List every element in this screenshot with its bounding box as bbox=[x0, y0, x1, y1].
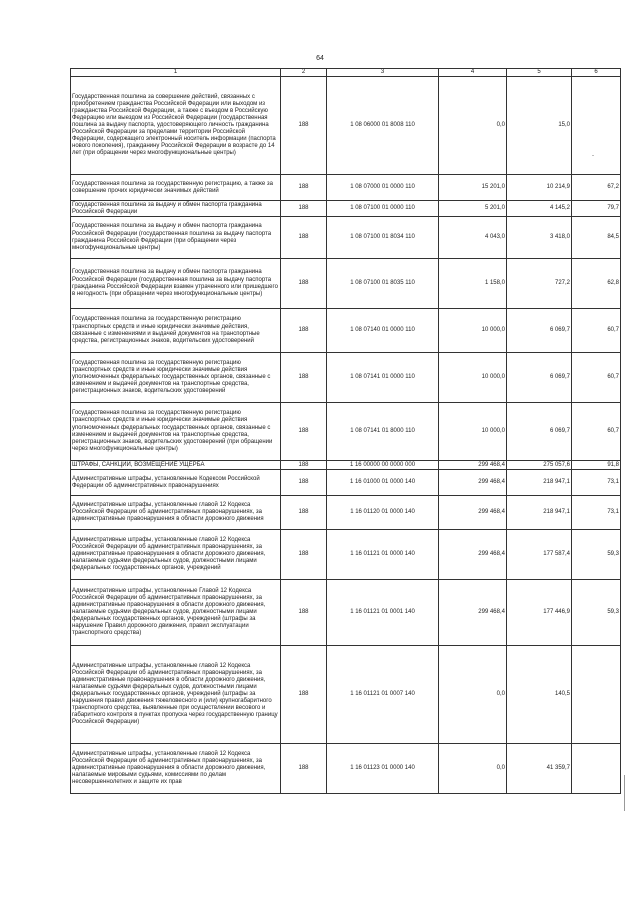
classification-code-cell: 1 08 07000 01 0000 110 bbox=[327, 175, 439, 201]
actual-value-cell: 140,5 bbox=[507, 646, 572, 744]
percent-cell: 73,1 bbox=[572, 496, 621, 530]
column-number-5: 5 bbox=[507, 69, 572, 77]
table-row bbox=[71, 461, 621, 470]
stray-dash-mark: - bbox=[592, 153, 594, 159]
table-row bbox=[71, 530, 621, 580]
admin-code-cell: 188 bbox=[281, 403, 327, 461]
plan-value-cell: 15 201,0 bbox=[439, 175, 507, 201]
actual-value-cell: 218 947,1 bbox=[507, 496, 572, 530]
plan-value-cell: 10 000,0 bbox=[439, 309, 507, 353]
revenue-name-cell: Административные штрафы, установленные главой 12 Кодекса Российской Федерации об административных правонарушениях, за административные правонарушения в области дорожного движения, налагаемые судьями федеральных судов, должностными лицами федеральных государственных органов, учреждений bbox=[71, 530, 281, 580]
revenue-name-cell: ШТРАФЫ, САНКЦИИ, ВОЗМЕЩЕНИЕ УЩЕРБА bbox=[71, 461, 281, 470]
table-row bbox=[71, 646, 621, 744]
table-row bbox=[71, 580, 621, 646]
plan-value-cell: 299 468,4 bbox=[439, 496, 507, 530]
classification-code-cell: 1 16 01121 01 0007 140 bbox=[327, 646, 439, 744]
classification-code-cell: 1 08 07100 01 8034 110 bbox=[327, 217, 439, 259]
actual-value-cell: 6 069,7 bbox=[507, 403, 572, 461]
table-row bbox=[71, 470, 621, 496]
revenue-name-cell: Административные штрафы, установленные Кодексом Российской Федерации об административных правонарушениях bbox=[71, 470, 281, 496]
percent-cell: 79,7 bbox=[572, 201, 621, 217]
actual-value-cell: 177 587,4 bbox=[507, 530, 572, 580]
classification-code-cell: 1 08 07141 01 8000 110 bbox=[327, 403, 439, 461]
classification-code-cell: 1 16 01000 01 0000 140 bbox=[327, 470, 439, 496]
plan-value-cell: 299 468,4 bbox=[439, 580, 507, 646]
admin-code-cell: 188 bbox=[281, 353, 327, 403]
actual-value-cell: 4 145,2 bbox=[507, 201, 572, 217]
column-number-3: 3 bbox=[327, 69, 439, 77]
actual-value-cell: 3 418,0 bbox=[507, 217, 572, 259]
plan-value-cell: 5 201,0 bbox=[439, 201, 507, 217]
admin-code-cell: 188 bbox=[281, 309, 327, 353]
classification-code-cell: 1 16 01120 01 0000 140 bbox=[327, 496, 439, 530]
table-row bbox=[71, 201, 621, 217]
plan-value-cell: 4 043,0 bbox=[439, 217, 507, 259]
admin-code-cell: 188 bbox=[281, 744, 327, 794]
column-number-6: 6 bbox=[572, 69, 621, 77]
table-header-row bbox=[71, 69, 621, 77]
percent-cell: 84,5 bbox=[572, 217, 621, 259]
classification-code-cell: 1 08 07140 01 0000 110 bbox=[327, 309, 439, 353]
actual-value-cell: 6 069,7 bbox=[507, 353, 572, 403]
plan-value-cell: 299 468,4 bbox=[439, 470, 507, 496]
admin-code-cell: 188 bbox=[281, 259, 327, 309]
revenue-name-cell: Государственная пошлина за государственную регистрацию, а также за совершение прочих юридически значимых действий bbox=[71, 175, 281, 201]
percent-cell: 60,7 bbox=[572, 403, 621, 461]
plan-value-cell: 1 158,0 bbox=[439, 259, 507, 309]
table-row bbox=[71, 353, 621, 403]
actual-value-cell: 275 057,6 bbox=[507, 461, 572, 470]
classification-code-cell: 1 16 01123 01 0000 140 bbox=[327, 744, 439, 794]
admin-code-cell: 188 bbox=[281, 530, 327, 580]
revenue-name-cell: Государственная пошлина за выдачу и обмен паспорта гражданина Российской Федерации bbox=[71, 201, 281, 217]
table-row bbox=[71, 175, 621, 201]
page-number: 64 bbox=[316, 55, 324, 62]
admin-code-cell: 188 bbox=[281, 77, 327, 175]
column-number-4: 4 bbox=[439, 69, 507, 77]
revenue-name-cell: Государственная пошлина за государственную регистрацию транспортных средств и иные юридически значимые действия, связанные с изменениями и выдачей документов на транспортные средства, регистрационных знаков, водительских удостоверений bbox=[71, 309, 281, 353]
percent-cell bbox=[572, 646, 621, 744]
admin-code-cell: 188 bbox=[281, 461, 327, 470]
classification-code-cell: 1 16 00000 00 0000 000 bbox=[327, 461, 439, 470]
plan-value-cell: 299 468,4 bbox=[439, 461, 507, 470]
actual-value-cell: 727,2 bbox=[507, 259, 572, 309]
revenue-name-cell: Государственная пошлина за государственную регистрацию транспортных средств и иные юридически значимые действия уполномоченных федеральных государственных органов, связанные с изменением и выдачей документов на транспортные средства, регистрационных знаков, водительских удостоверений (при обращении через многофункциональные центры) bbox=[71, 403, 281, 461]
column-number-2: 2 bbox=[281, 69, 327, 77]
admin-code-cell: 188 bbox=[281, 217, 327, 259]
percent-cell: 67,2 bbox=[572, 175, 621, 201]
plan-value-cell: 0,0 bbox=[439, 77, 507, 175]
plan-value-cell: 10 000,0 bbox=[439, 353, 507, 403]
scan-margin-mark bbox=[624, 775, 625, 811]
revenue-name-cell: Административные штрафы, установленные Главой 12 Кодекса Российской Федерации об административных правонарушениях, за административные правонарушения в области дорожного движения, налагаемые судьями федеральных судов, должностными лицами федеральных государственных органов, учреждений (штрафы за нарушение Правил дорожного движения, правил эксплуатации транспортного средства) bbox=[71, 580, 281, 646]
revenue-name-cell: Административные штрафы, установленные главой 12 Кодекса Российской Федерации об административных правонарушениях, за административные правонарушения в области дорожного движения bbox=[71, 496, 281, 530]
actual-value-cell: 10 214,9 bbox=[507, 175, 572, 201]
admin-code-cell: 188 bbox=[281, 646, 327, 744]
actual-value-cell: 15,0 bbox=[507, 77, 572, 175]
percent-cell: 62,8 bbox=[572, 259, 621, 309]
percent-cell: 60,7 bbox=[572, 353, 621, 403]
budget-revenue-table bbox=[70, 68, 621, 794]
revenue-name-cell: Административные штрафы, установленные главой 12 Кодекса Российской Федерации об административных правонарушениях, за административные правонарушения в области дорожного движения, налагаемые судьями федеральных судов, должностными лицами федеральных государственных органов, учреждений (штрафы за нарушения правил движения тяжеловесного и (или) крупногабаритного транспортного средства, выявленные при осуществлении весового и габаритного контроля в пунктах пропуска через государственную границу Российской Федерации) bbox=[71, 646, 281, 744]
table-row bbox=[71, 309, 621, 353]
actual-value-cell: 218 947,1 bbox=[507, 470, 572, 496]
classification-code-cell: 1 08 06000 01 8008 110 bbox=[327, 77, 439, 175]
percent-cell: 91,8 bbox=[572, 461, 621, 470]
revenue-name-cell: Государственная пошлина за выдачу и обмен паспорта гражданина Российской Федерации (государственная пошлина за выдачу паспорта гражданина Российской Федерации (при обращении через многофункциональные центры) bbox=[71, 217, 281, 259]
percent-cell: 60,7 bbox=[572, 309, 621, 353]
plan-value-cell: 10 000,0 bbox=[439, 403, 507, 461]
percent-cell bbox=[572, 744, 621, 794]
table-row bbox=[71, 259, 621, 309]
table-row bbox=[71, 403, 621, 461]
classification-code-cell: 1 08 07100 01 8035 110 bbox=[327, 259, 439, 309]
admin-code-cell: 188 bbox=[281, 175, 327, 201]
table-row bbox=[71, 217, 621, 259]
revenue-name-cell: Государственная пошлина за выдачу и обмен паспорта гражданина Российской Федерации (государственная пошлина за выдачу паспорта гражданина Российской Федерации взамен утраченного или пришедшего в негодность (при обращении через многофункциональные центры) bbox=[71, 259, 281, 309]
percent-cell bbox=[572, 77, 621, 175]
admin-code-cell: 188 bbox=[281, 201, 327, 217]
classification-code-cell: 1 08 07100 01 0000 110 bbox=[327, 201, 439, 217]
classification-code-cell: 1 16 01121 01 0001 140 bbox=[327, 580, 439, 646]
revenue-name-cell: Государственная пошлина за государственную регистрацию транспортных средств и иные юридически значимые действия уполномоченных федеральных государственных органов, связанные с изменением и выдачей документов на транспортные средства, регистрационных знаков, водительских удостоверений bbox=[71, 353, 281, 403]
classification-code-cell: 1 16 01121 01 0000 140 bbox=[327, 530, 439, 580]
table-row bbox=[71, 77, 621, 175]
revenue-name-cell: Государственная пошлина за совершение действий, связанных с приобретением гражданства Российской Федерации или выходом из гражданства Российской Федерации, а также с въездом в Российскую Федерацию или выездом из Российской Федерации (государственная пошлина за выдачу паспорта, удостоверяющего личность гражданина Российской Федерации за пределами территории Российской Федерации, содержащего электронный носитель информации (паспорта нового поколения), гражданину Российской Федерации в возрасте до 14 лет (при обращении через многофункциональные центры) bbox=[71, 77, 281, 175]
table-row bbox=[71, 744, 621, 794]
plan-value-cell: 299 468,4 bbox=[439, 530, 507, 580]
plan-value-cell: 0,0 bbox=[439, 744, 507, 794]
admin-code-cell: 188 bbox=[281, 470, 327, 496]
percent-cell: 59,3 bbox=[572, 580, 621, 646]
actual-value-cell: 177 446,9 bbox=[507, 580, 572, 646]
classification-code-cell: 1 08 07141 01 0000 110 bbox=[327, 353, 439, 403]
actual-value-cell: 41 359,7 bbox=[507, 744, 572, 794]
admin-code-cell: 188 bbox=[281, 580, 327, 646]
revenue-name-cell: Административные штрафы, установленные главой 12 Кодекса Российской Федерации об административных правонарушениях, за административные правонарушения в области дорожного движения, налагаемые мировыми судьями, комиссиями по делам несовершеннолетних и защите их прав bbox=[71, 744, 281, 794]
percent-cell: 59,3 bbox=[572, 530, 621, 580]
admin-code-cell: 188 bbox=[281, 496, 327, 530]
table-row bbox=[71, 496, 621, 530]
percent-cell: 73,1 bbox=[572, 470, 621, 496]
plan-value-cell: 0,0 bbox=[439, 646, 507, 744]
column-number-1: 1 bbox=[71, 69, 281, 77]
actual-value-cell: 6 069,7 bbox=[507, 309, 572, 353]
